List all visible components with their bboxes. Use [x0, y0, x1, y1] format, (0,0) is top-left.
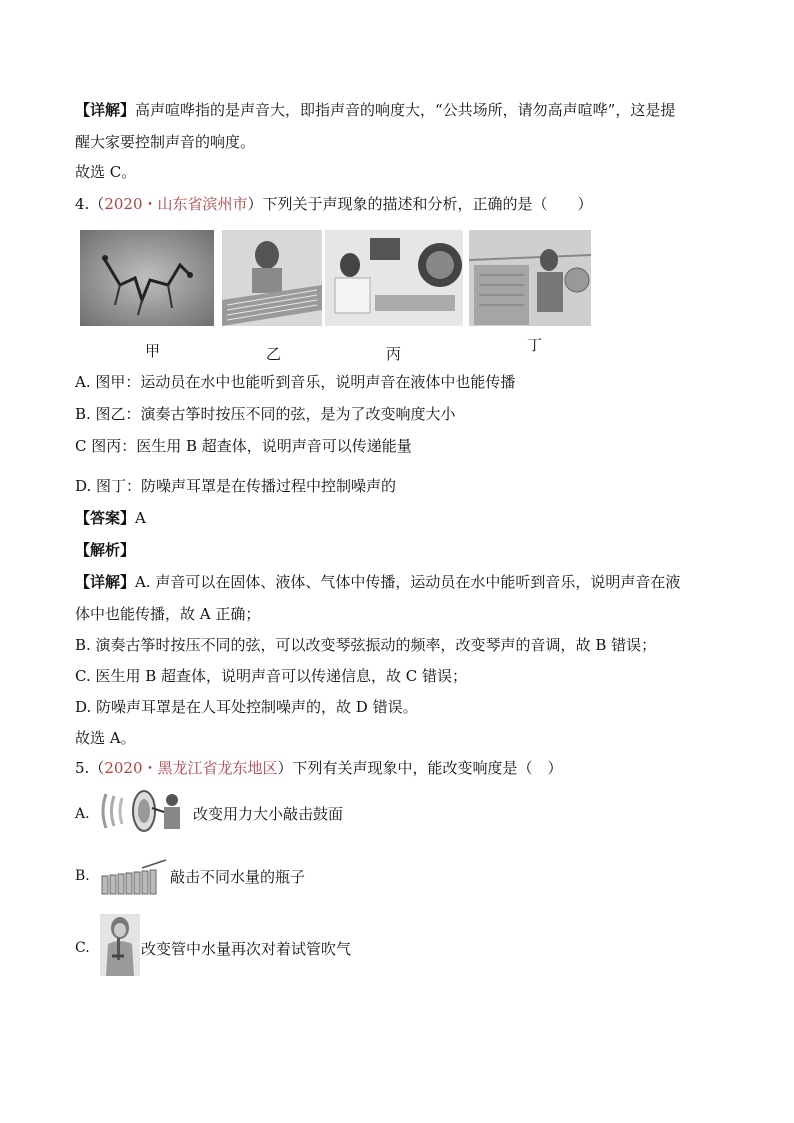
question-4-text: 下列关于声现象的描述和分析，正确的是（ ） — [262, 195, 593, 213]
detail-c: C. 医生用 B 超查体，说明声音可以传递信息，故 C 错误； — [75, 667, 468, 685]
caption-bing: 丙 — [386, 345, 402, 363]
answer-value: A — [135, 509, 146, 527]
girl-blowing-illustration — [100, 914, 140, 976]
caption-ding: 丁 — [527, 336, 543, 354]
q5-option-a-label: A. — [75, 806, 90, 822]
question-5-text: 下列有关声现象中，能改变响度是（ ） — [292, 759, 563, 777]
q4-option-a: A. 图甲：运动员在水中也能听到音乐，说明声音在液体中也能传播 — [75, 373, 516, 391]
question-4-close: ） — [247, 195, 263, 213]
choose-line-2: 故选 A。 — [75, 729, 136, 747]
question-5-source: 2020・黑龙江省龙东地区 — [104, 759, 278, 777]
detail-bracket-2: 【详解】 — [75, 573, 136, 591]
detail-bracket: 【详解】 — [75, 101, 136, 119]
detail-d: D. 防噪声耳罩是在人耳处控制噪声的，故 D 错误。 — [75, 698, 418, 716]
question-4-stem — [75, 194, 593, 214]
question-5-close: ） — [277, 759, 293, 777]
caption-yi: 乙 — [266, 345, 282, 363]
detail-paragraph-1-cont: 醒大家要控制声音的响度。 — [75, 133, 256, 151]
bottles-illustration — [100, 858, 168, 896]
detail-paragraph-1 — [75, 100, 675, 120]
photo-ding-factory — [469, 230, 591, 326]
photo-bing-ultrasound — [325, 230, 463, 326]
drum-illustration — [100, 788, 188, 834]
answer-line — [75, 508, 146, 528]
q5-option-b-text: 敲击不同水量的瓶子 — [170, 868, 306, 886]
question-4-number: 4.（ — [75, 195, 105, 213]
analysis-heading: 【解析】 — [75, 541, 136, 559]
q4-option-c: C 图丙：医生用 B 超查体，说明声音可以传递能量 — [75, 437, 412, 455]
detail-b: B. 演奏古筝时按压不同的弦，可以改变琴弦振动的频率，改变琴声的音调，故 B 错误； — [75, 636, 657, 654]
detail-paragraph-2-cont: 体中也能传播，故 A 正确； — [75, 605, 261, 623]
q5-option-b-label: B. — [75, 868, 90, 884]
q5-option-a-text: 改变用力大小敲击鼓面 — [193, 805, 344, 823]
q5-option-c-label: C. — [75, 940, 90, 956]
q5-option-c-text: 改变管中水量再次对着试管吹气 — [141, 940, 352, 958]
detail-text: 高声喧哗指的是声音大，即指声音的响度大，“公共场所，请勿高声喧哗”，这是提 — [135, 101, 676, 119]
photo-yi-guzheng — [222, 230, 322, 326]
question-5-stem — [75, 758, 563, 778]
q4-option-d: D. 图丁：防噪声耳罩是在传播过程中控制噪声的 — [75, 477, 397, 495]
caption-jia: 甲 — [145, 342, 161, 360]
photo-jia-swimmers — [80, 230, 214, 326]
choose-line-1: 故选 C。 — [75, 163, 137, 181]
question-5-number: 5.（ — [75, 759, 105, 777]
question-4-source: 2020・山东省滨州市 — [104, 195, 248, 213]
q4-option-b: B. 图乙：演奏古筝时按压不同的弦，是为了改变响度大小 — [75, 405, 456, 423]
detail-text-2: A. 声音可以在固体、液体、气体中传播，运动员在水中能听到音乐，说明声音在液 — [135, 573, 681, 591]
detail-paragraph-2 — [75, 572, 680, 592]
answer-bracket: 【答案】 — [75, 509, 136, 527]
